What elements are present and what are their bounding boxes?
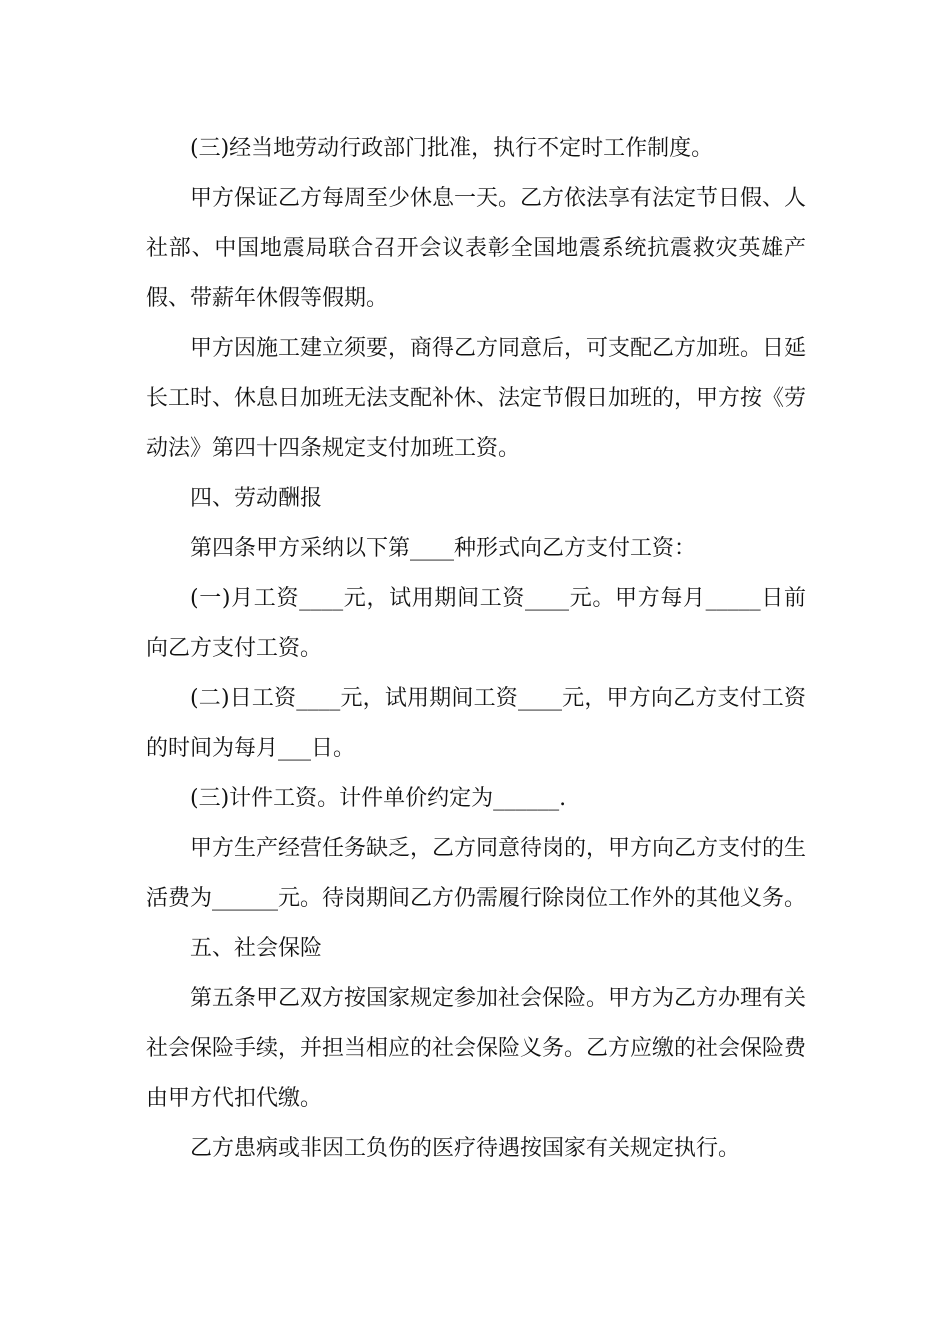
paragraph-standby-pay: 甲方生产经营任务缺乏，乙方同意待岗的，甲方向乙方支付的生活费为______元。待岗期间乙方仍需履行除岗位工作外的其他义务。 [146, 836, 807, 911]
paragraph-piece-wage: (三)计件工资。计件单价约定为______. [190, 786, 567, 811]
paragraph-article-5: 第五条甲乙双方按国家规定参加社会保险。甲方为乙方办理有关社会保险手续，并担当相应的社会保险义务。乙方应缴的社会保险费由甲方代扣代缴。 [146, 986, 807, 1111]
document-body [146, 124, 806, 1174]
paragraph-overtime: 甲方因施工建立须要，商得乙方同意后，可支配乙方加班。日延长工时、休息日加班无法支配补休、法定节假日加班的，甲方按《劳动法》第四十四条规定支付加班工资。 [146, 336, 807, 461]
paragraph-rest-days: 甲方保证乙方每周至少休息一天。乙方依法享有法定节日假、人社部、中国地震局联合召开会议表彰全国地震系统抗震救灾英雄产假、带薪年休假等假期。 [146, 186, 807, 311]
paragraph-article-4: 第四条甲方采纳以下第____种形式向乙方支付工资： [190, 536, 697, 561]
section-heading-labor-pay: 四、劳动酬报 [190, 486, 323, 511]
paragraph-monthly-wage: (一)月工资____元，试用期间工资____元。甲方每月_____日前向乙方支付工资。 [146, 586, 806, 661]
paragraph-medical-treatment: 乙方患病或非因工负伤的医疗待遇按国家有关规定执行。 [190, 1136, 741, 1161]
paragraph-hours-system: (三)经当地劳动行政部门批准，执行不定时工作制度。 [190, 136, 714, 161]
section-heading-social-insurance: 五、社会保险 [190, 936, 323, 961]
paragraph-daily-wage: (二)日工资____元，试用期间工资____元，甲方向乙方支付工资的时间为每月___日。 [146, 686, 806, 761]
